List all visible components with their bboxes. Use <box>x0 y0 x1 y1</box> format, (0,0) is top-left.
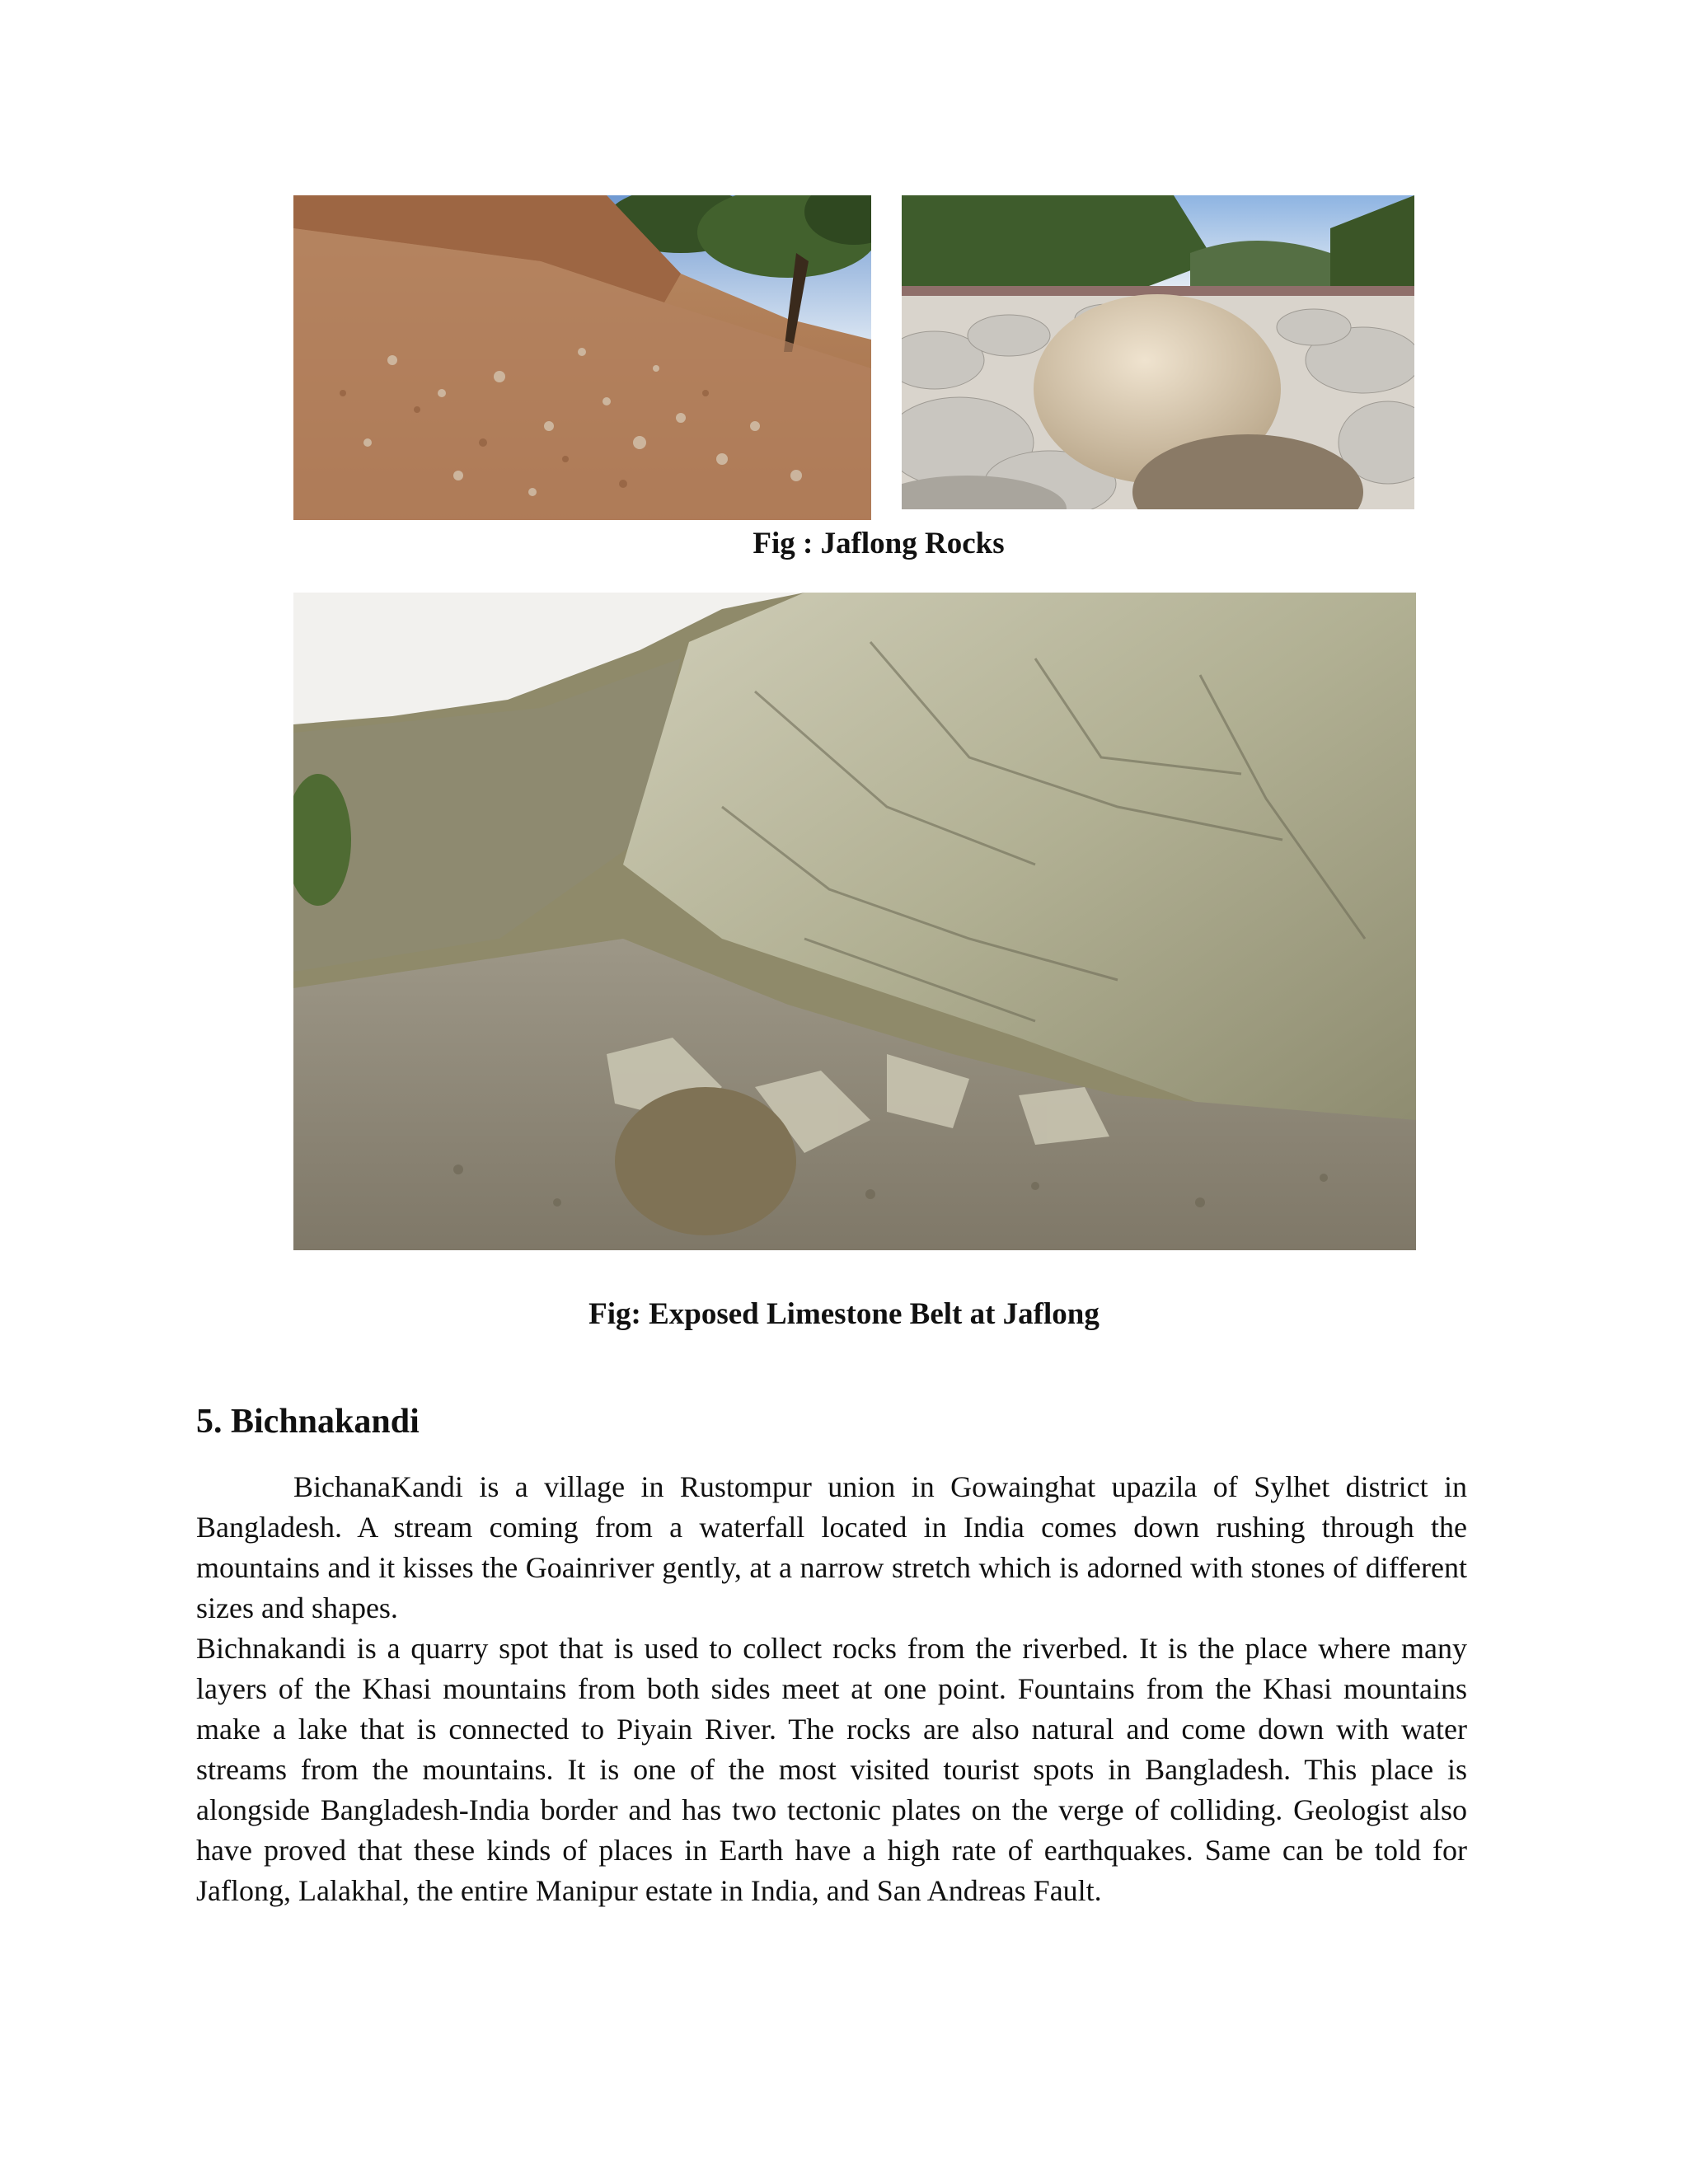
figure-caption-limestone-belt: Fig: Exposed Limestone Belt at Jaflong <box>588 1297 1100 1331</box>
body-paragraph-1: BichanaKandi is a village in Rustompur union in Gowainghat upazila of Sylhet district in Bangladesh. A stream coming from a waterfall located in India comes down rushing through the mountains and it kisses the Goainriver gently, at a narrow stretch which is adorned with stones of different sizes and shapes. <box>196 1470 1467 1624</box>
dirt-slope-image <box>293 195 871 520</box>
photo-exposed-limestone-belt <box>293 593 1416 1250</box>
body-paragraph-2: Bichnakandi is a quarry spot that is used to collect rocks from the riverbed. It is the place where many layers of the Khasi mountains from both sides meet at one point. Fountains from the Khasi mountains make a lake that is connected to Piyain River. The rocks are also natural and come down with water streams from the mountains. It is one of the most visited tourist spots in Bangladesh. This place is alongside Bangladesh-India border and has two tectonic plates on the verge of colliding. Geologist also have proved that these kinds of places in Earth have a high rate of earthquakes. Same can be told for Jaflong, Lalakhal, the entire Manipur estate in India, and San Andreas Fault. <box>196 1632 1467 1907</box>
limestone-belt-image <box>293 593 1416 1250</box>
photo-jaflong-dirt-slope <box>293 195 871 520</box>
photo-jaflong-river-boulders <box>902 195 1414 509</box>
river-boulders-image <box>902 195 1414 509</box>
section-heading: 5. Bichnakandi <box>196 1403 420 1441</box>
figure-caption-jaflong-rocks: Fig : Jaflong Rocks <box>753 527 1005 560</box>
